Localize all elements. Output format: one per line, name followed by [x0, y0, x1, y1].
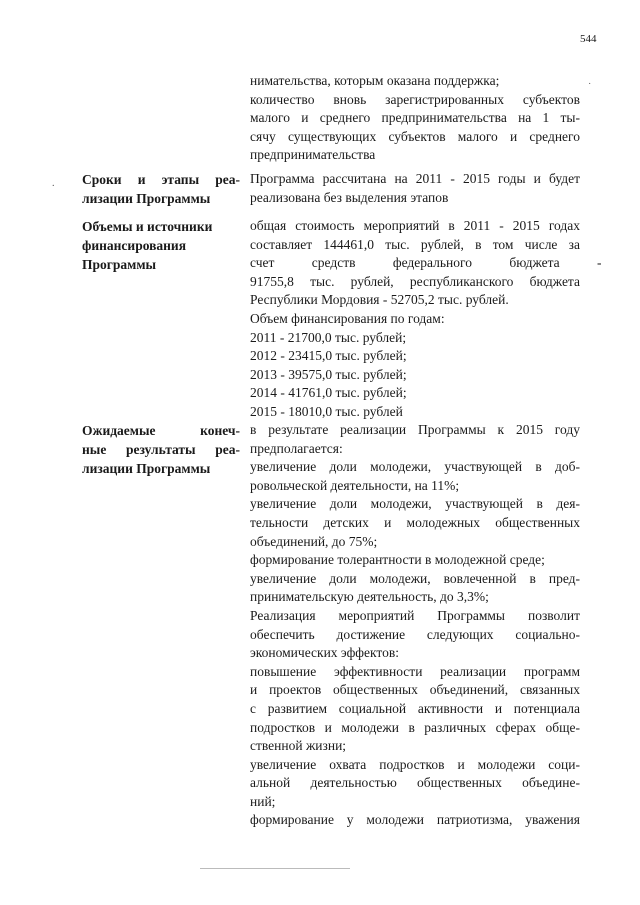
- intro-text: [250, 72, 580, 165]
- section-text-terms: [250, 170, 580, 207]
- text-line: 2011 - 21700,0 тыс. рублей;: [250, 329, 407, 345]
- text-line: 91755,8 тыс. рублей, республиканского бюджета: [250, 273, 580, 289]
- section-label-funding: [82, 217, 240, 274]
- text-line: подростков и молодежи в различных сферах обще-: [250, 719, 580, 735]
- section-text-results: [250, 421, 580, 830]
- text-line: увеличение доли молодежи, вовлеченной в пред-: [250, 570, 580, 586]
- text-line: формирование толерантности в молодежной среде;: [250, 552, 545, 568]
- label-line: ные результаты реа-: [82, 442, 240, 457]
- scan-mark: ˙: [588, 82, 592, 93]
- text-line: ственной жизни;: [250, 738, 347, 754]
- text-line: ровольческой деятельности, на 11%;: [250, 477, 460, 493]
- text-line: альной деятельностью общественных объедине-: [250, 775, 580, 791]
- text-line: Объем финансирования по годам:: [250, 310, 445, 326]
- label-line: Ожидаемые конеч-: [82, 423, 240, 438]
- label-line: Программы: [82, 257, 157, 272]
- text-line: экономических эффектов:: [250, 645, 400, 661]
- section-label-results: [82, 421, 240, 478]
- text-line: общая стоимость мероприятий в 2011 - 2015 годах: [250, 218, 580, 233]
- label-line: лизации Программы: [82, 461, 211, 476]
- text-line: объединений, до 75%;: [250, 533, 378, 549]
- scan-mark: .: [52, 178, 55, 189]
- text-line: увеличение доли молодежи, участвующей в доб-: [250, 459, 580, 475]
- section-text-funding: [250, 217, 602, 422]
- text-line: в результате реализации Программы к 2015 году: [250, 422, 580, 437]
- text-line: повышение эффективности реализации программ: [250, 663, 580, 679]
- label-line: Сроки и этапы реа-: [82, 172, 240, 187]
- text-line: предполагается:: [250, 440, 343, 456]
- label-line: Объемы и источники: [82, 219, 213, 234]
- text-line: 2013 - 39575,0 тыс. рублей;: [250, 366, 407, 382]
- text-line: Программа рассчитана на 2011 - 2015 годы и будет: [250, 171, 580, 186]
- text-line: 2015 - 18010,0 тыс. рублей: [250, 403, 403, 419]
- text-line: сячу существующих субъектов малого и среднего: [250, 128, 580, 144]
- text-line: тельности детских и молодежных общественных: [250, 514, 580, 530]
- text-line: с развитием социальной активности и потенциала: [250, 700, 580, 716]
- label-line: финансирования: [82, 238, 187, 253]
- text-line: увеличение доли молодежи, участвующей в дея-: [250, 496, 580, 512]
- text-line: и проектов общественных объединений, связанных: [250, 682, 580, 698]
- page-number: 544: [580, 33, 597, 45]
- scan-artifact-line: [200, 868, 350, 869]
- label-line: лизации Программы: [82, 191, 211, 206]
- section-label-terms: [82, 170, 240, 208]
- text-line: количество вновь зарегистрированных субъектов: [250, 91, 580, 107]
- text-line: 2012 - 23415,0 тыс. рублей;: [250, 348, 407, 364]
- text-line: обеспечить достижение следующих социально-: [250, 626, 580, 642]
- text-line: Республики Мордовия - 52705,2 тыс. рублей.: [250, 292, 509, 308]
- text-line: счет средств федерального бюджета -: [250, 255, 602, 271]
- text-line: составляет 144461,0 тыс. рублей, в том числе за: [250, 236, 580, 252]
- text-line: ний;: [250, 793, 276, 809]
- text-line: формирование у молодежи патриотизма, уважения: [250, 812, 580, 828]
- text-line: Реализация мероприятий Программы позволит: [250, 607, 580, 623]
- text-line: предпринимательства: [250, 147, 376, 163]
- text-line: реализована без выделения этапов: [250, 189, 449, 205]
- text-line: принимательскую деятельность, до 3,3%;: [250, 589, 489, 605]
- text-line: нимательства, которым оказана поддержка;: [250, 73, 500, 88]
- text-line: 2014 - 41761,0 тыс. рублей;: [250, 385, 407, 401]
- text-line: увеличение охвата подростков и молодежи соци-: [250, 756, 580, 772]
- text-line: малого и среднего предпринимательства на 1 ты-: [250, 110, 580, 126]
